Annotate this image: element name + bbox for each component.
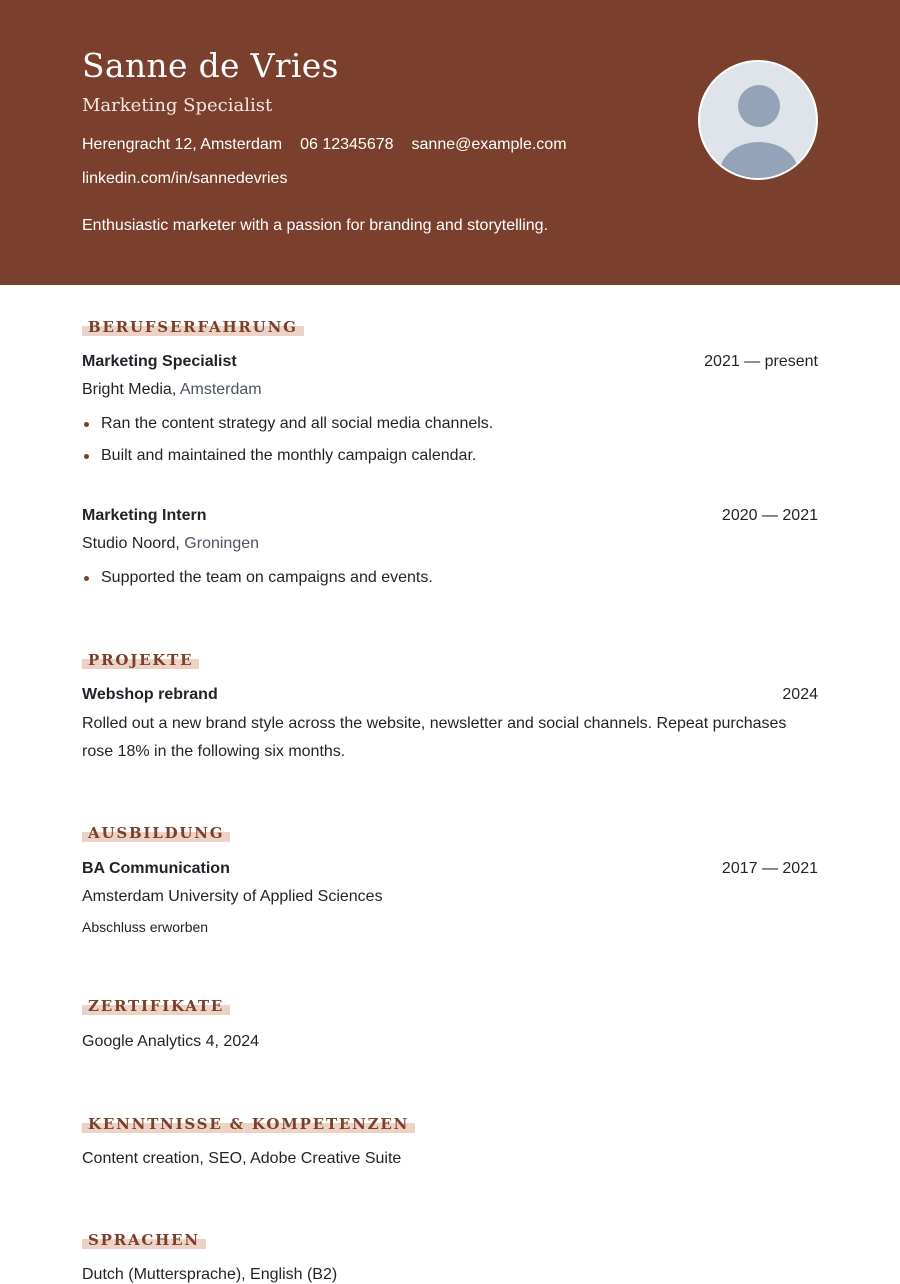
bullet-text: Built and maintained the monthly campaign calendar.	[101, 447, 477, 464]
linkedin-link[interactable]: linkedin.com/in/sannedevries	[82, 170, 288, 187]
bullet-text: Ran the content strategy and all social media channels.	[101, 415, 494, 432]
bullet-icon	[84, 422, 89, 427]
section-title-certificates: ZERTIFIKATE	[82, 997, 230, 1015]
section-title-languages: SPRACHEN	[82, 1231, 206, 1249]
education-header	[82, 860, 818, 878]
bullet-icon	[84, 454, 89, 459]
section-title-education: AUSBILDUNG	[82, 824, 230, 842]
job-bullet	[82, 415, 493, 433]
bullet-text: Supported the team on campaigns and events.	[101, 569, 433, 586]
certificates-text: Google Analytics 4, 2024	[82, 1033, 260, 1050]
project-description: Rolled out a new brand style across the website, newsletter and social channels. Repeat purchases rose 18% in the following six months.	[82, 715, 787, 760]
contact-line	[82, 136, 567, 154]
avatar-head-icon	[738, 85, 780, 127]
job-location: Groningen	[184, 535, 260, 552]
languages-text: Dutch (Muttersprache), English (B2)	[82, 1266, 338, 1283]
job-company: Bright Media,	[82, 381, 177, 398]
job-bullet	[82, 569, 433, 587]
project-header	[82, 686, 818, 704]
education-dates: 2017 — 2021	[721, 860, 818, 877]
profile-summary: Enthusiastic marketer with a passion for branding and storytelling.	[82, 217, 549, 234]
job-company-line	[82, 535, 259, 553]
job-title: Marketing Intern	[82, 507, 207, 524]
project-year: 2024	[782, 686, 818, 703]
candidate-role: Marketing Specialist	[82, 95, 273, 116]
job-dates: 2021 — present	[704, 353, 818, 370]
section-title-skills: KENNTNISSE & KOMPETENZEN	[82, 1115, 415, 1133]
section-title-projects: PROJEKTE	[82, 651, 199, 669]
resume-header	[0, 0, 900, 285]
job-location: Amsterdam	[179, 381, 262, 398]
candidate-name: Sanne de Vries	[82, 46, 339, 85]
skills-text: Content creation, SEO, Adobe Creative Suite	[82, 1150, 402, 1167]
avatar	[698, 60, 818, 180]
job-title: Marketing Specialist	[82, 353, 237, 370]
job-dates: 2020 — 2021	[721, 507, 818, 524]
job-company-line	[82, 381, 262, 399]
section-title-experience: BERUFSERFAHRUNG	[82, 318, 304, 336]
email[interactable]: sanne@example.com	[411, 136, 567, 153]
job-header	[82, 507, 818, 525]
address: Herengracht 12, Amsterdam	[82, 136, 283, 153]
job-company: Studio Noord,	[82, 535, 180, 552]
degree: BA Communication	[82, 860, 230, 877]
job-bullet	[82, 447, 476, 465]
avatar-body-icon	[720, 142, 798, 180]
bullet-icon	[84, 576, 89, 581]
education-note: Abschluss erworben	[82, 919, 209, 935]
school: Amsterdam University of Applied Sciences	[82, 888, 383, 905]
phone: 06 12345678	[300, 136, 394, 153]
project-name: Webshop rebrand	[82, 686, 218, 703]
job-header	[82, 353, 818, 371]
